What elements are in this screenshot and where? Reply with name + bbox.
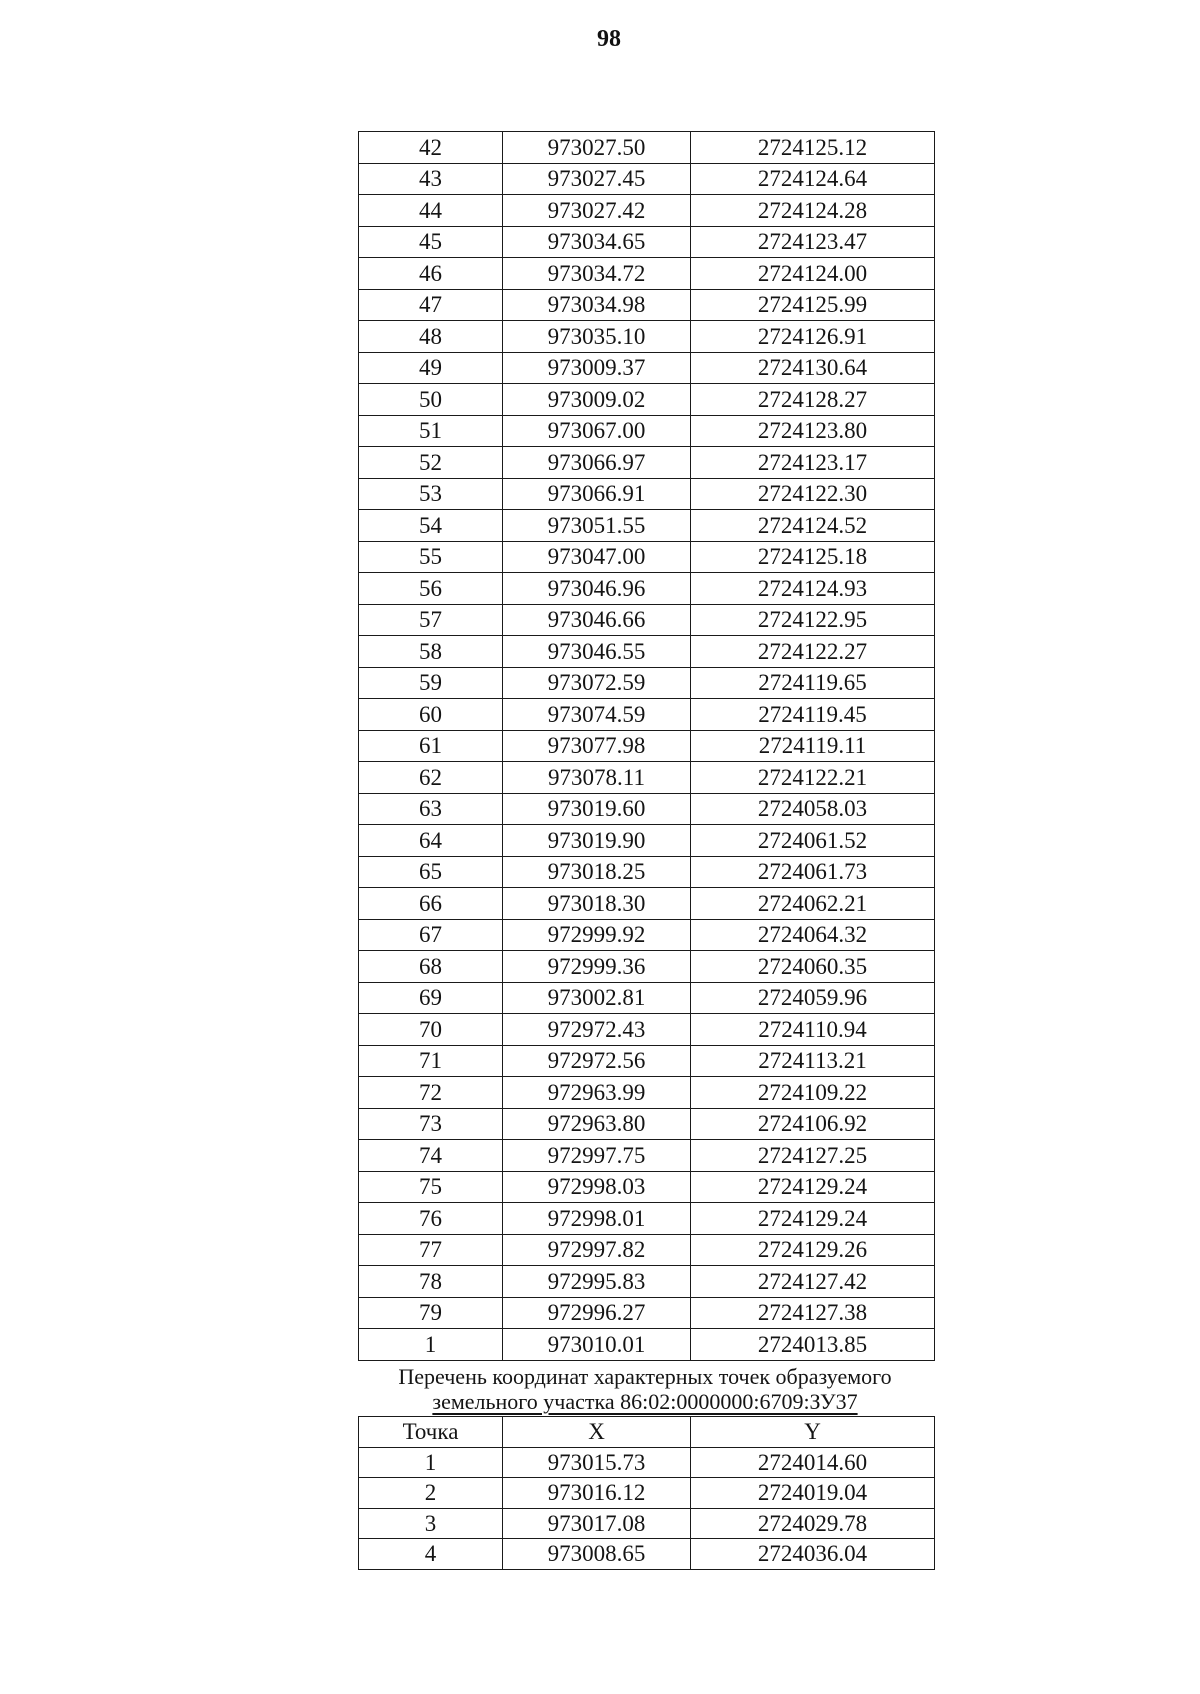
x-coordinate-cell: 973034.65 [503,226,691,258]
x-coordinate-cell: 973009.02 [503,384,691,416]
table-row [359,1077,935,1109]
x-coordinate-cell: 973002.81 [503,982,691,1014]
point-number-cell: 73 [359,1108,503,1140]
point-number-cell: 1 [359,1447,503,1478]
point-number-cell: 59 [359,667,503,699]
point-number-cell: 1 [359,1329,503,1361]
x-coordinate-cell: 973009.37 [503,352,691,384]
y-coordinate-cell: 2724119.11 [691,730,935,762]
x-coordinate-cell: 973034.72 [503,258,691,290]
x-coordinate-cell: 972995.83 [503,1266,691,1298]
point-number-cell: 42 [359,132,503,164]
table-row [359,258,935,290]
point-number-cell: 56 [359,573,503,605]
y-coordinate-cell: 2724127.42 [691,1266,935,1298]
table-row [359,1045,935,1077]
y-coordinate-cell: 2724123.47 [691,226,935,258]
table-row [359,919,935,951]
y-coordinate-cell: 2724059.96 [691,982,935,1014]
table-row [359,132,935,164]
y-coordinate-cell: 2724036.04 [691,1539,935,1570]
x-coordinate-cell: 972963.80 [503,1108,691,1140]
point-number-cell: 72 [359,1077,503,1109]
x-coordinate-cell: 972972.43 [503,1014,691,1046]
table-row [359,1508,935,1539]
x-coordinate-cell: 973035.10 [503,321,691,353]
header-row [359,1417,935,1448]
y-coordinate-cell: 2724122.21 [691,762,935,794]
point-number-cell: 3 [359,1508,503,1539]
table-row [359,1297,935,1329]
x-coordinate-cell: 973051.55 [503,510,691,542]
point-number-cell: 68 [359,951,503,983]
y-coordinate-cell: 2724124.64 [691,163,935,195]
y-coordinate-cell: 2724019.04 [691,1478,935,1509]
table-row [359,951,935,983]
point-number-cell: 49 [359,352,503,384]
table-row [359,478,935,510]
x-coordinate-cell: 973066.91 [503,478,691,510]
x-coordinate-cell: 972998.03 [503,1171,691,1203]
table-row [359,667,935,699]
point-number-cell: 53 [359,478,503,510]
page-number: 98 [597,26,621,52]
x-coordinate-cell: 973027.45 [503,163,691,195]
table-row [359,604,935,636]
point-number-cell: 4 [359,1539,503,1570]
y-coordinate-cell: 2724127.25 [691,1140,935,1172]
point-number-cell: 67 [359,919,503,951]
point-number-cell: 76 [359,1203,503,1235]
x-coordinate-cell: 973019.90 [503,825,691,857]
x-coordinate-cell: 972999.92 [503,919,691,951]
point-number-cell: 46 [359,258,503,290]
point-number-cell: 60 [359,699,503,731]
y-coordinate-cell: 2724029.78 [691,1508,935,1539]
table-row [359,1014,935,1046]
y-coordinate-cell: 2724126.91 [691,321,935,353]
y-coordinate-cell: 2724109.22 [691,1077,935,1109]
table-row [359,352,935,384]
table-row [359,793,935,825]
plot-coordinates-table [358,1416,935,1570]
section-caption-line1: Перечень координат характерных точек образуемого [398,1364,892,1389]
table-row [359,226,935,258]
point-number-cell: 2 [359,1478,503,1509]
point-number-cell: 71 [359,1045,503,1077]
x-coordinate-cell: 973018.30 [503,888,691,920]
coordinates-table-continued [358,131,935,1361]
y-coordinate-cell: 2724014.60 [691,1447,935,1478]
header-point: Точка [359,1417,503,1448]
y-coordinate-cell: 2724110.94 [691,1014,935,1046]
table-row [359,321,935,353]
point-number-cell: 63 [359,793,503,825]
x-coordinate-cell: 973027.42 [503,195,691,227]
table-row [359,1539,935,1570]
table-row [359,415,935,447]
x-coordinate-cell: 973046.66 [503,604,691,636]
x-coordinate-cell: 973019.60 [503,793,691,825]
y-coordinate-cell: 2724124.00 [691,258,935,290]
table-row [359,1234,935,1266]
table-row [359,573,935,605]
x-coordinate-cell: 973047.00 [503,541,691,573]
y-coordinate-cell: 2724113.21 [691,1045,935,1077]
table-row [359,1203,935,1235]
y-coordinate-cell: 2724129.24 [691,1171,935,1203]
table-row [359,384,935,416]
table-row [359,510,935,542]
point-number-cell: 48 [359,321,503,353]
point-number-cell: 52 [359,447,503,479]
x-coordinate-cell: 972998.01 [503,1203,691,1235]
coordinates-table-body [359,132,935,1361]
y-coordinate-cell: 2724125.18 [691,541,935,573]
x-coordinate-cell: 973077.98 [503,730,691,762]
table-row [359,1478,935,1509]
point-number-cell: 66 [359,888,503,920]
y-coordinate-cell: 2724130.64 [691,352,935,384]
x-coordinate-cell: 972999.36 [503,951,691,983]
y-coordinate-cell: 2724123.80 [691,415,935,447]
x-coordinate-cell: 973066.97 [503,447,691,479]
table-row [359,1447,935,1478]
point-number-cell: 65 [359,856,503,888]
section-caption-line2: земельного участка 86:02:0000000:6709:ЗУ37 [432,1389,858,1414]
y-coordinate-cell: 2724119.45 [691,699,935,731]
point-number-cell: 62 [359,762,503,794]
point-number-cell: 79 [359,1297,503,1329]
point-number-cell: 45 [359,226,503,258]
y-coordinate-cell: 2724127.38 [691,1297,935,1329]
x-coordinate-cell: 972963.99 [503,1077,691,1109]
point-number-cell: 70 [359,1014,503,1046]
table-row [359,636,935,668]
x-coordinate-cell: 972997.82 [503,1234,691,1266]
x-coordinate-cell: 973010.01 [503,1329,691,1361]
point-number-cell: 44 [359,195,503,227]
table-row [359,541,935,573]
header-x: X [503,1417,691,1448]
x-coordinate-cell: 973074.59 [503,699,691,731]
point-number-cell: 57 [359,604,503,636]
y-coordinate-cell: 2724062.21 [691,888,935,920]
y-coordinate-cell: 2724129.24 [691,1203,935,1235]
y-coordinate-cell: 2724124.93 [691,573,935,605]
y-coordinate-cell: 2724106.92 [691,1108,935,1140]
point-number-cell: 47 [359,289,503,321]
y-coordinate-cell: 2724061.52 [691,825,935,857]
y-coordinate-cell: 2724125.99 [691,289,935,321]
y-coordinate-cell: 2724122.30 [691,478,935,510]
table-row [359,289,935,321]
table-row [359,1266,935,1298]
point-number-cell: 69 [359,982,503,1014]
y-coordinate-cell: 2724064.32 [691,919,935,951]
table-row [359,762,935,794]
point-number-cell: 43 [359,163,503,195]
x-coordinate-cell: 973017.08 [503,1508,691,1539]
table-row [359,1171,935,1203]
y-coordinate-cell: 2724061.73 [691,856,935,888]
x-coordinate-cell: 972972.56 [503,1045,691,1077]
table-row [359,888,935,920]
y-coordinate-cell: 2724058.03 [691,793,935,825]
table-row [359,699,935,731]
point-number-cell: 77 [359,1234,503,1266]
table-row [359,195,935,227]
x-coordinate-cell: 973027.50 [503,132,691,164]
y-coordinate-cell: 2724124.28 [691,195,935,227]
plot-coordinates-body [359,1447,935,1569]
table-row [359,447,935,479]
point-number-cell: 50 [359,384,503,416]
table-row [359,856,935,888]
point-number-cell: 78 [359,1266,503,1298]
point-number-cell: 64 [359,825,503,857]
table-row [359,1108,935,1140]
x-coordinate-cell: 973018.25 [503,856,691,888]
y-coordinate-cell: 2724013.85 [691,1329,935,1361]
table-row [359,1329,935,1361]
section-caption [300,1364,990,1414]
table-row [359,982,935,1014]
y-coordinate-cell: 2724119.65 [691,667,935,699]
point-number-cell: 58 [359,636,503,668]
y-coordinate-cell: 2724124.52 [691,510,935,542]
table-row [359,1140,935,1172]
y-coordinate-cell: 2724060.35 [691,951,935,983]
point-number-cell: 61 [359,730,503,762]
x-coordinate-cell: 973072.59 [503,667,691,699]
x-coordinate-cell: 972997.75 [503,1140,691,1172]
plot-coordinates-header [359,1417,935,1448]
point-number-cell: 74 [359,1140,503,1172]
y-coordinate-cell: 2724128.27 [691,384,935,416]
y-coordinate-cell: 2724129.26 [691,1234,935,1266]
x-coordinate-cell: 972996.27 [503,1297,691,1329]
y-coordinate-cell: 2724122.95 [691,604,935,636]
point-number-cell: 54 [359,510,503,542]
x-coordinate-cell: 973034.98 [503,289,691,321]
table-row [359,163,935,195]
x-coordinate-cell: 973016.12 [503,1478,691,1509]
x-coordinate-cell: 973067.00 [503,415,691,447]
header-y: Y [691,1417,935,1448]
x-coordinate-cell: 973008.65 [503,1539,691,1570]
point-number-cell: 75 [359,1171,503,1203]
x-coordinate-cell: 973078.11 [503,762,691,794]
y-coordinate-cell: 2724122.27 [691,636,935,668]
table-row [359,825,935,857]
table-row [359,730,935,762]
x-coordinate-cell: 973046.96 [503,573,691,605]
y-coordinate-cell: 2724125.12 [691,132,935,164]
x-coordinate-cell: 973046.55 [503,636,691,668]
point-number-cell: 51 [359,415,503,447]
y-coordinate-cell: 2724123.17 [691,447,935,479]
x-coordinate-cell: 973015.73 [503,1447,691,1478]
point-number-cell: 55 [359,541,503,573]
